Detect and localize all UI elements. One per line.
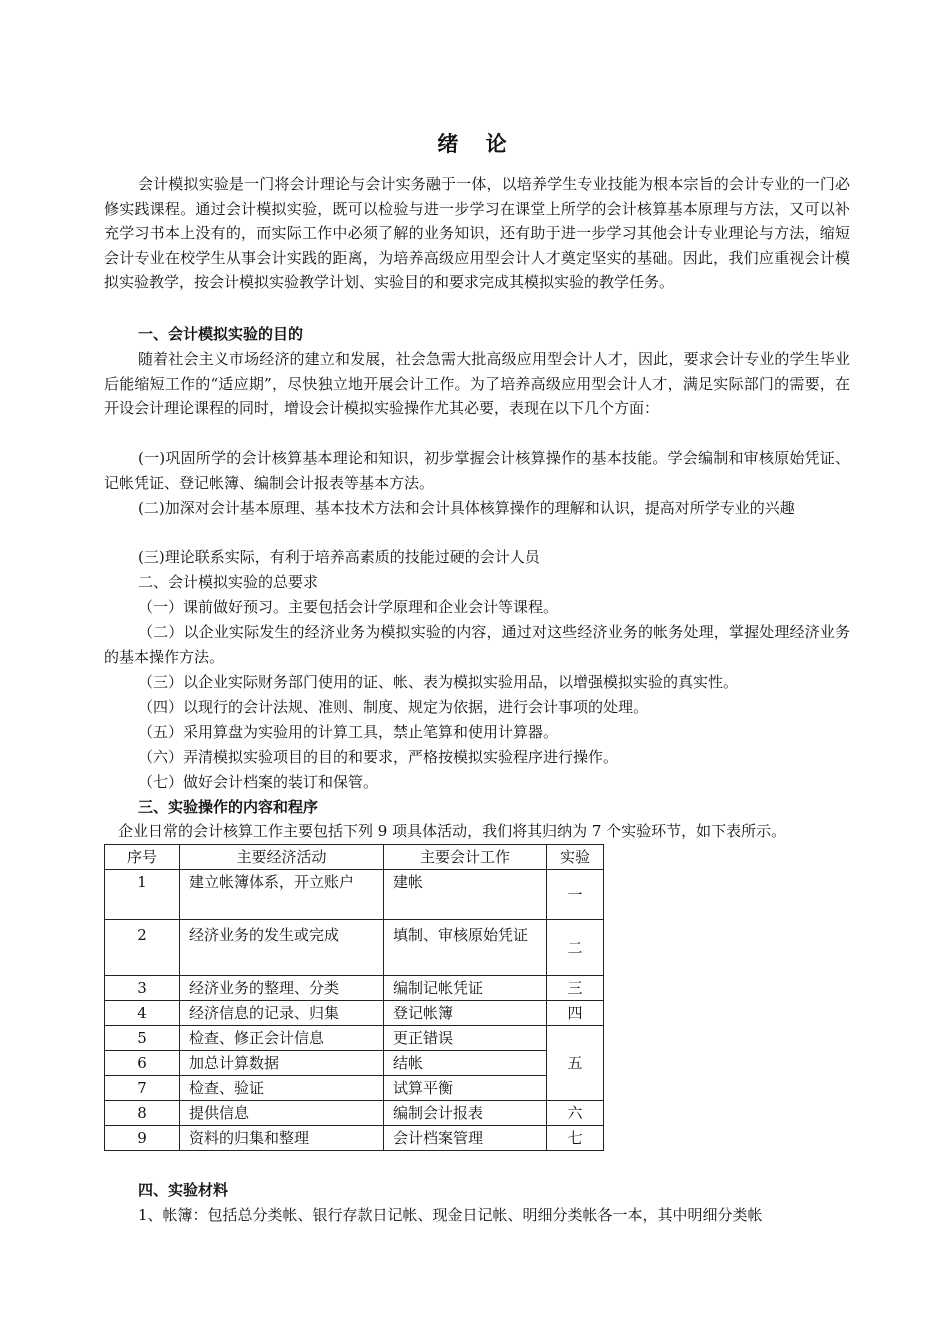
work-cell: 编制记帐凭证 <box>384 976 547 1001</box>
activity-cell: 经济业务的整理、分类 <box>180 976 384 1001</box>
work-cell: 填制、审核原始凭证 <box>384 920 547 976</box>
table-row <box>105 1051 604 1076</box>
row-number: 1 <box>105 870 180 920</box>
row-number: 4 <box>105 1001 180 1026</box>
header-cell: 实验 <box>547 845 604 870</box>
section-2-item-1: （一）课前做好预习。主要包括会计学原理和企业会计等课程。 <box>138 598 559 616</box>
section-1-item-3: (三)理论联系实际，有利于培养高素质的技能过硬的会计人员 <box>138 548 540 566</box>
header-cell: 主要经济活动 <box>180 845 384 870</box>
row-number: 9 <box>105 1126 180 1151</box>
work-cell: 结帐 <box>384 1051 547 1076</box>
intro-paragraph: 会计模拟实验是一门将会计理论与会计实务融于一体，以培养学生专业技能为根本宗旨的会计专业的一门必修实践课程。通过会计模拟实验，既可以检验与进一步学习在课堂上所学的会计核算基本原理与方法，又可以补充学习书本上没有的，而实际工作中必须了解的业务知识，还有助于进一步学习其他会计专业理论与方法，缩短会计专业在校学生从事会计实践的距离，为培养高级应用型会计人才奠定坚实的基础。因此，我们应重视会计模拟实验教学，按会计模拟实验教学计划、实验目的和要求完成其模拟实验的教学任务。 <box>104 175 850 292</box>
activity-cell: 建立帐簿体系，开立账户 <box>180 870 384 920</box>
work-cell: 更正错误 <box>384 1026 547 1051</box>
table-row <box>105 1101 604 1126</box>
section-2-heading: 二、会计模拟实验的总要求 <box>138 573 319 591</box>
header-cell: 序号 <box>105 845 180 870</box>
work-cell: 编制会计报表 <box>384 1101 547 1126</box>
work-cell: 试算平衡 <box>384 1076 547 1101</box>
table-header-row <box>105 845 604 870</box>
section-4-paragraph: 1、帐簿：包括总分类帐、银行存款日记帐、现金日记帐、明细分类帐各一本，其中明细分类帐 <box>138 1206 763 1224</box>
experiment-cell: 七 <box>547 1126 604 1151</box>
section-2-item-6: （六）弄清模拟实验项目的目的和要求，严格按模拟实验程序进行操作。 <box>138 748 619 766</box>
work-cell: 登记帐簿 <box>384 1001 547 1026</box>
experiment-cell: 三 <box>547 976 604 1001</box>
experiment-cell: 五 <box>547 1026 604 1101</box>
activity-cell: 资料的归集和整理 <box>180 1126 384 1151</box>
section-2-item-3: （三）以企业实际财务部门使用的证、帐、表为模拟实验用品，以增强模拟实验的真实性。 <box>138 673 739 691</box>
row-number: 6 <box>105 1051 180 1076</box>
experiment-cell: 二 <box>547 920 604 976</box>
activity-cell: 经济业务的发生或完成 <box>180 920 384 976</box>
work-cell: 会计档案管理 <box>384 1126 547 1151</box>
section-4-heading: 四、实验材料 <box>138 1181 229 1199</box>
activity-cell: 检查、验证 <box>180 1076 384 1101</box>
row-number: 5 <box>105 1026 180 1051</box>
section-3-paragraph: 企业日常的会计核算工作主要包括下列 9 项具体活动，我们将其归纳为 7 个实验环节，如下表所示。 <box>118 822 787 840</box>
section-1-heading: 一、会计模拟实验的目的 <box>138 325 304 343</box>
activity-cell: 检查、修正会计信息 <box>180 1026 384 1051</box>
section-1-paragraph: 随着社会主义市场经济的建立和发展，社会急需大批高级应用型会计人才，因此，要求会计专业的学生毕业后能缩短工作的“适应期”，尽快独立地开展会计工作。为了培养高级应用型会计人才，满足实际部门的需要，在开设会计理论课程的同时，增设会计模拟实验操作尤其必要，表现在以下几个方面： <box>104 350 850 418</box>
section-2-item-7: （七）做好会计档案的装订和保管。 <box>138 773 379 791</box>
table-row <box>105 1001 604 1026</box>
table-row <box>105 1026 604 1051</box>
experiment-cell: 一 <box>547 870 604 920</box>
row-number: 2 <box>105 920 180 976</box>
row-number: 7 <box>105 1076 180 1101</box>
activity-cell: 提供信息 <box>180 1101 384 1126</box>
section-2-item-4: （四）以现行的会计法规、准则、制度、规定为依据，进行会计事项的处理。 <box>138 698 649 716</box>
row-number: 3 <box>105 976 180 1001</box>
table-row <box>105 1076 604 1101</box>
activity-cell: 加总计算数据 <box>180 1051 384 1076</box>
work-cell: 建帐 <box>384 870 547 920</box>
activities-table <box>104 844 604 1151</box>
table-row <box>105 920 604 976</box>
header-cell: 主要会计工作 <box>384 845 547 870</box>
table-row <box>105 870 604 920</box>
activity-cell: 经济信息的记录、归集 <box>180 1001 384 1026</box>
experiment-cell: 六 <box>547 1101 604 1126</box>
page-title: 绪 论 <box>437 131 517 156</box>
row-number: 8 <box>105 1101 180 1126</box>
experiment-cell: 四 <box>547 1001 604 1026</box>
section-1-item-1: (一)巩固所学的会计核算基本理论和知识，初步掌握会计核算操作的基本技能。学会编制和审核原始凭证、记帐凭证、登记帐簿、编制会计报表等基本方法。 <box>104 449 850 492</box>
section-2-item-5: （五）采用算盘为实验用的计算工具，禁止笔算和使用计算器。 <box>138 723 559 741</box>
section-3-heading: 三、实验操作的内容和程序 <box>138 798 319 816</box>
section-2-item-2: （二）以企业实际发生的经济业务为模拟实验的内容，通过对这些经济业务的帐务处理，掌握处理经济业务的基本操作方法。 <box>104 623 850 666</box>
table-row <box>105 1126 604 1151</box>
table-row <box>105 976 604 1001</box>
section-1-item-2: (二)加深对会计基本原理、基本技术方法和会计具体核算操作的理解和认识，提高对所学专业的兴趣 <box>138 499 795 517</box>
